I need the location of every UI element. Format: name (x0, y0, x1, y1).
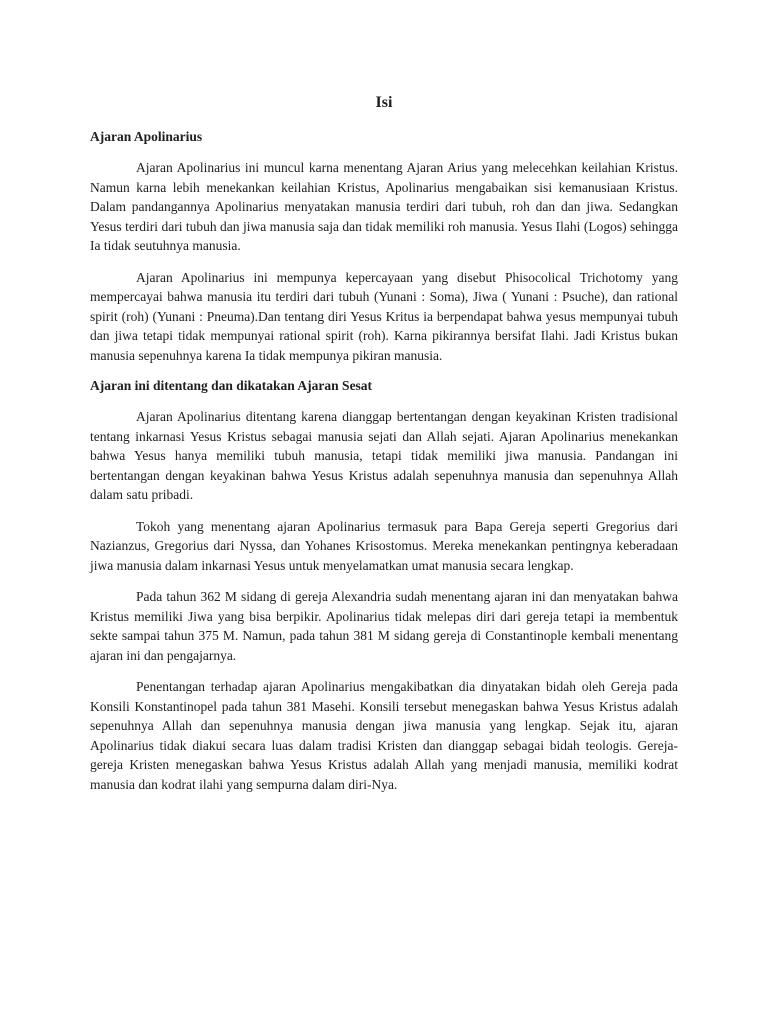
section-heading-ajaran-apolinarius: Ajaran Apolinarius (90, 129, 203, 144)
paragraph: Ajaran Apolinarius ditentang karena dianggap bertentangan dengan keyakinan Kristen tradisional tentang inkarnasi Yesus Kristus sebagai manusia sejati dan Allah sejati. Ajaran Apolinarius menekankan bahwa Yesus hanya memiliki tubuh manusia, tetapi tidak memiliki jiwa manusia. Pandangan ini bertentangan dengan keyakinan bahwa Yesus Kristus adalah sepenuhnya manusia dan sepenuhnya Allah dalam satu pribadi. (90, 409, 678, 502)
section-heading-ajaran-sesat: Ajaran ini ditentang dan dikatakan Ajaran Sesat (90, 378, 373, 393)
paragraph: Ajaran Apolinarius ini mempunya kepercayaan yang disebut Phisocolical Trichotomy yang mempercayai bahwa manusia itu terdiri dari tubuh (Yunani : Soma), Jiwa ( Yunani : Psuche), dan rational spirit (roh) (Yunani : Pneuma).Dan tentang diri Yesus Kritus ia berpendapat bahwa yesus mempunyai tubuh dan jiwa tetapi tidak mempunyai rational spirit (roh). Karna pikirannya bersifat Ilahi. Jadi Kristus bukan manusia sepenuhnya karena Ia tidak mempunya pikiran manusia. (90, 269, 678, 363)
page-title: Isi (375, 94, 393, 111)
document-page (90, 92, 678, 806)
paragraph: Penentangan terhadap ajaran Apolinarius mengakibatkan dia dinyatakan bidah oleh Gereja pada Konsili Konstantinopel pada tahun 381 Masehi. Konsili tersebut menegaskan bahwa Yesus Kristus adalah sepenuhnya Allah dan sepenuhnya manusia dengan jiwa manusia yang lengkap. Sejak itu, ajaran Apolinarius tidak diakui secara luas dalam tradisi Kristen dan dianggap sebagai bidah teologis. Gereja-gereja Kristen menegaskan bahwa Yesus Kristus adalah Allah yang menjadi manusia, memiliki kodrat manusia dan kodrat ilahi yang sempurna dalam diri-Nya. (90, 679, 678, 792)
paragraph: Pada tahun 362 M sidang di gereja Alexandria sudah menentang ajaran ini dan menyatakan bahwa Kristus memiliki Jiwa yang bisa berpikir. Apolinarius tidak melepas diri dari gereja tetapi ia membentuk sekte sampai tahun 375 M. Namun, pada tahun 381 M sidang gereja di Constantinople kembali menentang ajaran ini dan pengajarnya. (90, 589, 678, 663)
paragraph: Ajaran Apolinarius ini muncul karna menentang Ajaran Arius yang melecehkan keilahian Kristus. Namun karna lebih menekankan keilahian Kristus, Apolinarius mengabaikan sisi kemanusiaan Kristus. Dalam pandangannya Apolinarius menyatakan manusia terdiri dari tubuh, roh dan dan jiwa. Sedangkan Yesus terdiri dari tubuh dan jiwa manusia saja dan tidak memiliki roh manusia. Yesus Ilahi (Logos) sehingga Ia tidak seutuhnya manusia. (90, 160, 678, 253)
paragraph: Tokoh yang menentang ajaran Apolinarius termasuk para Bapa Gereja seperti Gregorius dari Nazianzus, Gregorius dari Nyssa, dan Yohanes Krisostomus. Mereka menekankan pentingnya keberadaan jiwa manusia dalam inkarnasi Yesus untuk menyelamatkan umat manusia secara lengkap. (90, 518, 678, 573)
